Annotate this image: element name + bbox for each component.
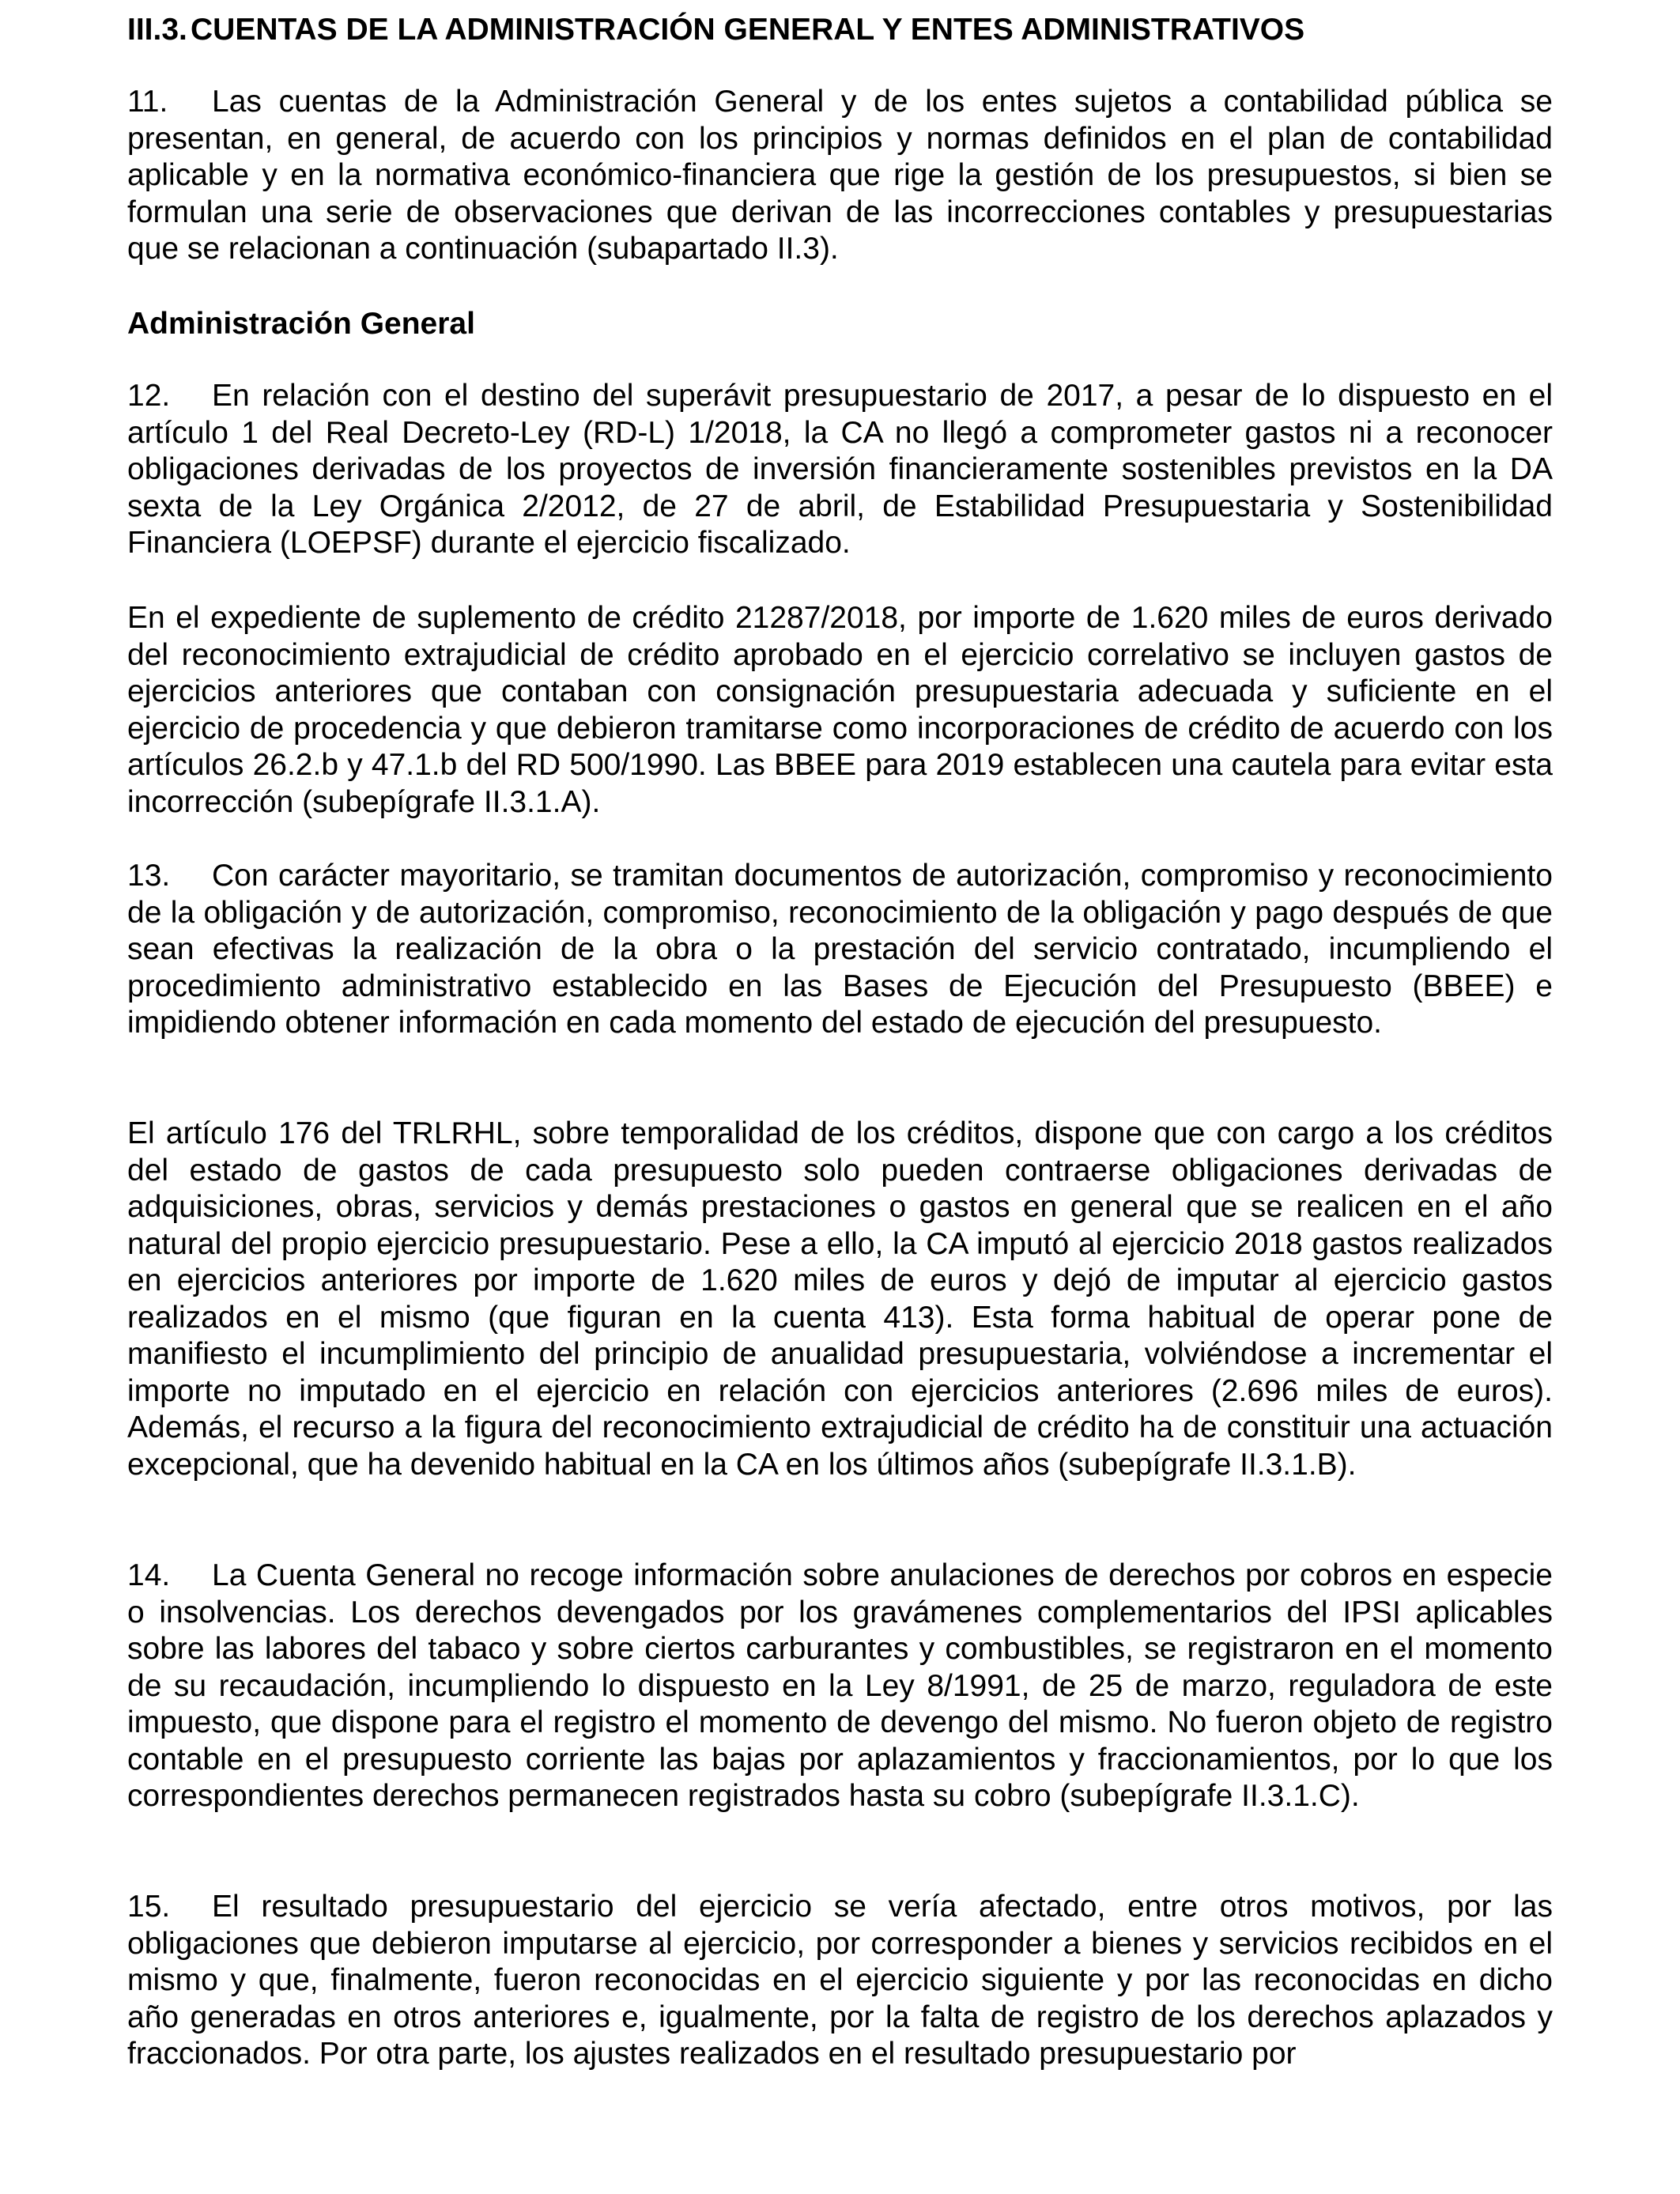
paragraph-text: El artículo 176 del TRLRHL, sobre temporalidad de los créditos, dispone que con cargo a los créditos del estado de gastos de cada presupuesto solo pueden contraerse obligaciones derivadas de adquisiciones, obras, servicios y demás prestaciones o gastos en general que se realicen en el año natural del propio ejercicio presupuestario. Pese a ello, la CA imputó al ejercicio 2018 gastos realizados en ejercicios anteriores por importe de 1.620 miles de euros y dejó de imputar al ejercicio gastos realizados en el mismo (que figuran en la cuenta 413). Esta forma habitual de operar pone de manifiesto el incumplimiento del principio de anualidad presupuestaria, volviéndose a incrementar el importe no imputado en el ejercicio en relación con ejercicios anteriores (2.696 miles de euros). Además, el recurso a la figura del reconocimiento extrajudicial de crédito ha de constituir una actuación excepcional, que ha devenido habitual en la CA en los últimos años (subepígrafe II.3.1.B). — [127, 1116, 1553, 1482]
paragraph-11 — [127, 84, 1553, 268]
paragraph-text: Con carácter mayoritario, se tramitan documentos de autorización, compromiso y reconocimiento de la obligación y de autorización, compromiso, reconocimiento de la obligación y pago después de que sean efectivas la realización de la obra o la prestación del servicio contratado, incumpliendo el procedimiento administrativo establecido en las Bases de Ejecución del Presupuesto (BBEE) e impidiendo obtener información en cada momento del estado de ejecución del presupuesto. — [127, 859, 1553, 1040]
paragraph-14 — [127, 1558, 1553, 1815]
paragraph-number: 13. — [127, 859, 171, 893]
paragraph-text: La Cuenta General no recoge información sobre anulaciones de derechos por cobros en especie o insolvencias. Los derechos devengados por los gravámenes complementarios del IPSI aplicables sobre las labores del tabaco y sobre ciertos carburantes y combustibles, se registraron en el momento de su recaudación, incumpliendo lo dispuesto en la Ley 8/1991, de 25 de marzo, reguladora de este impuesto, que dispone para el registro el momento de devengo del mismo. No fueron objeto de registro contable en el presupuesto corriente las bajas por aplazamientos y fraccionamientos, por lo que los correspondientes derechos permanecen registrados hasta su cobro (subepígrafe II.3.1.C). — [127, 1558, 1553, 1813]
paragraph-text: En el expediente de suplemento de crédito 21287/2018, por importe de 1.620 miles de euros derivado del reconocimiento extrajudicial de crédito aprobado en el ejercicio correlativo se incluyen gastos de ejercicios anteriores que contaban con consignación presupuestaria adecuada y suficiente en el ejercicio de procedencia y que debieron tramitarse como incorporaciones de crédito de acuerdo con los artículos 26.2.b y 47.1.b del RD 500/1990. Las BBEE para 2019 establecen una cautela para evitar esta incorrección (subepígrafe II.3.1.A). — [127, 601, 1553, 819]
paragraph-13 — [127, 858, 1553, 1042]
paragraph-number: 11. — [127, 85, 168, 119]
paragraph-12 — [127, 378, 1553, 562]
paragraph-text: El resultado presupuestario del ejercicio se vería afectado, entre otros motivos, por las obligaciones que debieron imputarse al ejercicio, por corresponder a bienes y servicios recibidos en el mismo y que, finalmente, fueron reconocidas en el ejercicio siguiente y por las reconocidas en dicho año generadas en otros anteriores e, igualmente, por la falta de registro de los derechos aplazados y fraccionados. Por otra parte, los ajustes realizados en el resultado presupuestario por — [127, 1890, 1553, 2071]
paragraph-number: 15. — [127, 1890, 171, 1924]
section-heading — [127, 12, 1553, 48]
paragraph-12-continued — [127, 600, 1553, 821]
section-title: CUENTAS DE LA ADMINISTRACIÓN GENERAL Y ENTES ADMINISTRATIVOS — [191, 13, 1305, 47]
paragraph-number: 14. — [127, 1558, 171, 1592]
paragraph-13-continued — [127, 1116, 1553, 1483]
paragraph-text: En relación con el destino del superávit presupuestario de 2017, a pesar de lo dispuesto en el artículo 1 del Real Decreto-Ley (RD-L) 1/2018, la CA no llegó a comprometer gastos ni a reconocer obligaciones derivadas de los proyectos de inversión financieramente sostenibles previstos en la DA sexta de la Ley Orgánica 2/2012, de 27 de abril, de Estabilidad Presupuestaria y Sostenibilidad Financiera (LOEPSF) durante el ejercicio fiscalizado. — [127, 379, 1553, 560]
subsection-heading: Administración General — [127, 307, 475, 341]
section-number: III.3. — [127, 13, 187, 47]
paragraph-text: Las cuentas de la Administración General y de los entes sujetos a contabilidad pública se presentan, en general, de acuerdo con los principios y normas definidos en el plan de contabilidad aplicable y en la normativa económico-financiera que rige la gestión de los presupuestos, si bien se formulan una serie de observaciones que derivan de las incorrecciones contables y presupuestarias que se relacionan a continuación (subapartado II.3). — [127, 85, 1553, 266]
paragraph-15 — [127, 1889, 1553, 2073]
paragraph-number: 12. — [127, 379, 171, 413]
